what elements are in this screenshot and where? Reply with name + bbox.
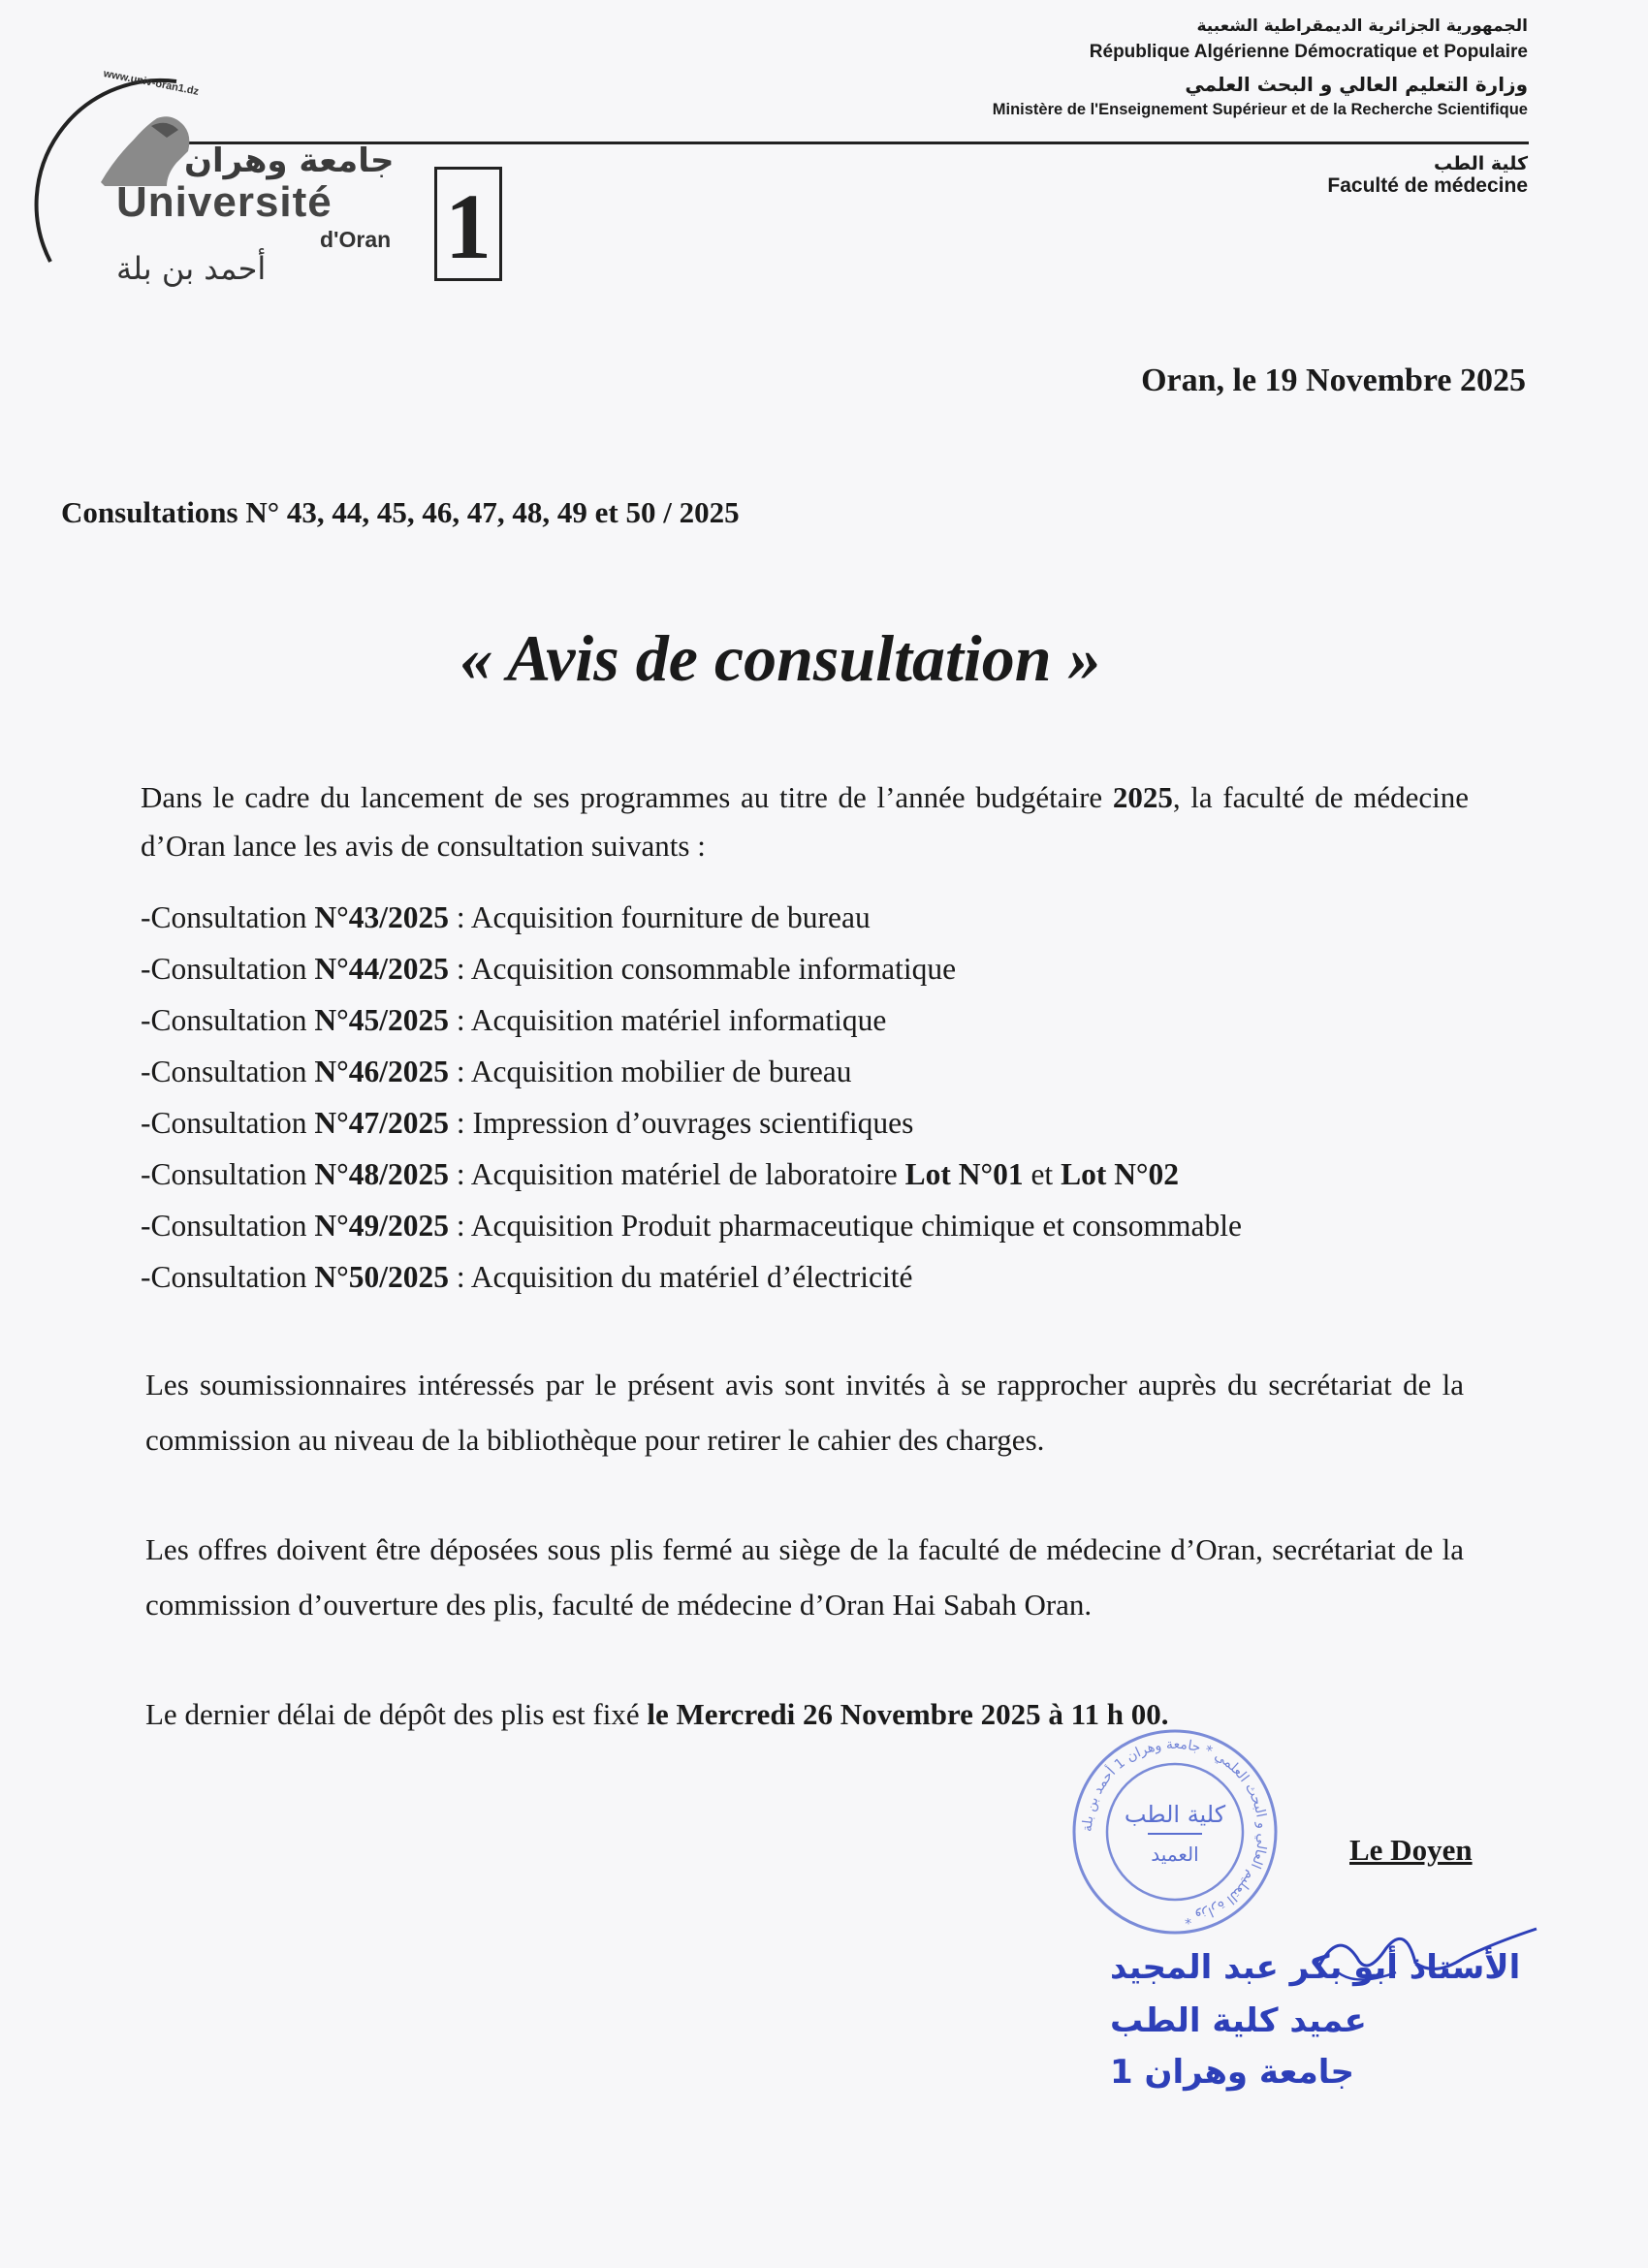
page-title: « Avis de consultation » — [460, 621, 1101, 695]
list-item: -Consultation N°50/2025 : Acquisition du matériel d’électricité — [141, 1260, 913, 1294]
dean-university-arabic: جامعة وهران 1 — [1110, 2053, 1355, 2092]
university-number-badge: 1 — [434, 167, 502, 281]
list-item: -Consultation N°45/2025 : Acquisition matériel informatique — [141, 1003, 887, 1037]
stamp-center-text: كلية الطب — [1124, 1801, 1226, 1828]
republic-arabic: الجمهورية الجزائرية الديمقراطية الشعبية — [1196, 16, 1528, 36]
document-date: Oran, le 19 Novembre 2025 — [1141, 362, 1526, 398]
list-item: -Consultation N°48/2025 : Acquisition matériel de laboratoire Lot N°01 et Lot N°02 — [141, 1157, 1180, 1191]
intro-paragraph — [141, 773, 1469, 870]
faculty-arabic: كلية الطب — [1434, 153, 1528, 174]
university-name-arabic: جامعة وهران — [184, 142, 395, 180]
university-subtitle-arabic: أحمد بن بلة — [116, 250, 267, 287]
stamp-ring-text: وزارة التعليم العالي و البحث العلمي * جامعة وهران 1 أحمد بن بلة * — [1079, 1736, 1271, 1927]
paragraph-soumissionnaires: Les soumissionnaires intéressés par le présent avis sont invités à se rapprocher auprès du secrétariat de la commission au niveau de la bibliothèque pour retirer le cahier des charges. — [145, 1368, 1464, 1457]
deadline-text: Le dernier délai de dépôt des plis est fixé — [145, 1697, 648, 1731]
dean-name-arabic: الأستاذ أبو بكر عبد المجيد — [1110, 1948, 1521, 1987]
intro-text-end: , la faculté de médecine d’Oran lance les avis de consultation suivants : — [141, 780, 1469, 863]
ministry-french: Ministère de l'Enseignement Supérieur et de la Recherche Scientifique — [992, 101, 1528, 118]
paragraph-offres: Les offres doivent être déposées sous plis fermé au siège de la faculté de médecine d’Oran, secrétariat de la commission d’ouverture des plis, faculté de médecine d’Oran Hai Sabah Oran. — [145, 1532, 1464, 1622]
list-item: -Consultation N°44/2025 : Acquisition consommable informatique — [141, 952, 957, 986]
intro-year: 2025 — [1112, 780, 1173, 814]
list-item: -Consultation N°49/2025 : Acquisition Produit pharmaceutique chimique et consommable — [141, 1209, 1242, 1243]
consultation-list — [141, 892, 1242, 1303]
header-institution — [993, 14, 1528, 120]
deadline-date: le Mercredi 26 Novembre 2025 à 11 h 00. — [647, 1697, 1169, 1731]
list-item: -Consultation N°46/2025 : Acquisition mobilier de bureau — [141, 1055, 852, 1088]
list-item: -Consultation N°47/2025 : Impression d’ouvrages scientifiques — [141, 1106, 914, 1140]
stamp-sub-text: العميد — [1151, 1843, 1199, 1866]
intro-text: Dans le cadre du lancement de ses programmes au titre de l’année budgétaire — [141, 780, 1113, 814]
university-city: d'Oran — [320, 227, 392, 252]
signatory-title: Le Doyen — [1349, 1833, 1473, 1867]
list-item: -Consultation N°43/2025 : Acquisition fourniture de bureau — [141, 900, 871, 934]
consultations-reference: Consultations N° 43, 44, 45, 46, 47, 48, 49 et 50 / 2025 — [61, 495, 740, 529]
official-stamp-icon — [1068, 1725, 1282, 1938]
faculty-french: Faculté de médecine — [1327, 174, 1528, 197]
university-name-french: Université — [116, 178, 333, 226]
ministry-arabic: وزارة التعليم العالي و البحث العلمي — [1185, 73, 1528, 96]
republic-french: République Algérienne Démocratique et Populaire — [1089, 42, 1528, 62]
dean-role-arabic: عميد كلية الطب — [1110, 2001, 1367, 2040]
university-url: www.univ-oran1.dz — [102, 68, 200, 98]
